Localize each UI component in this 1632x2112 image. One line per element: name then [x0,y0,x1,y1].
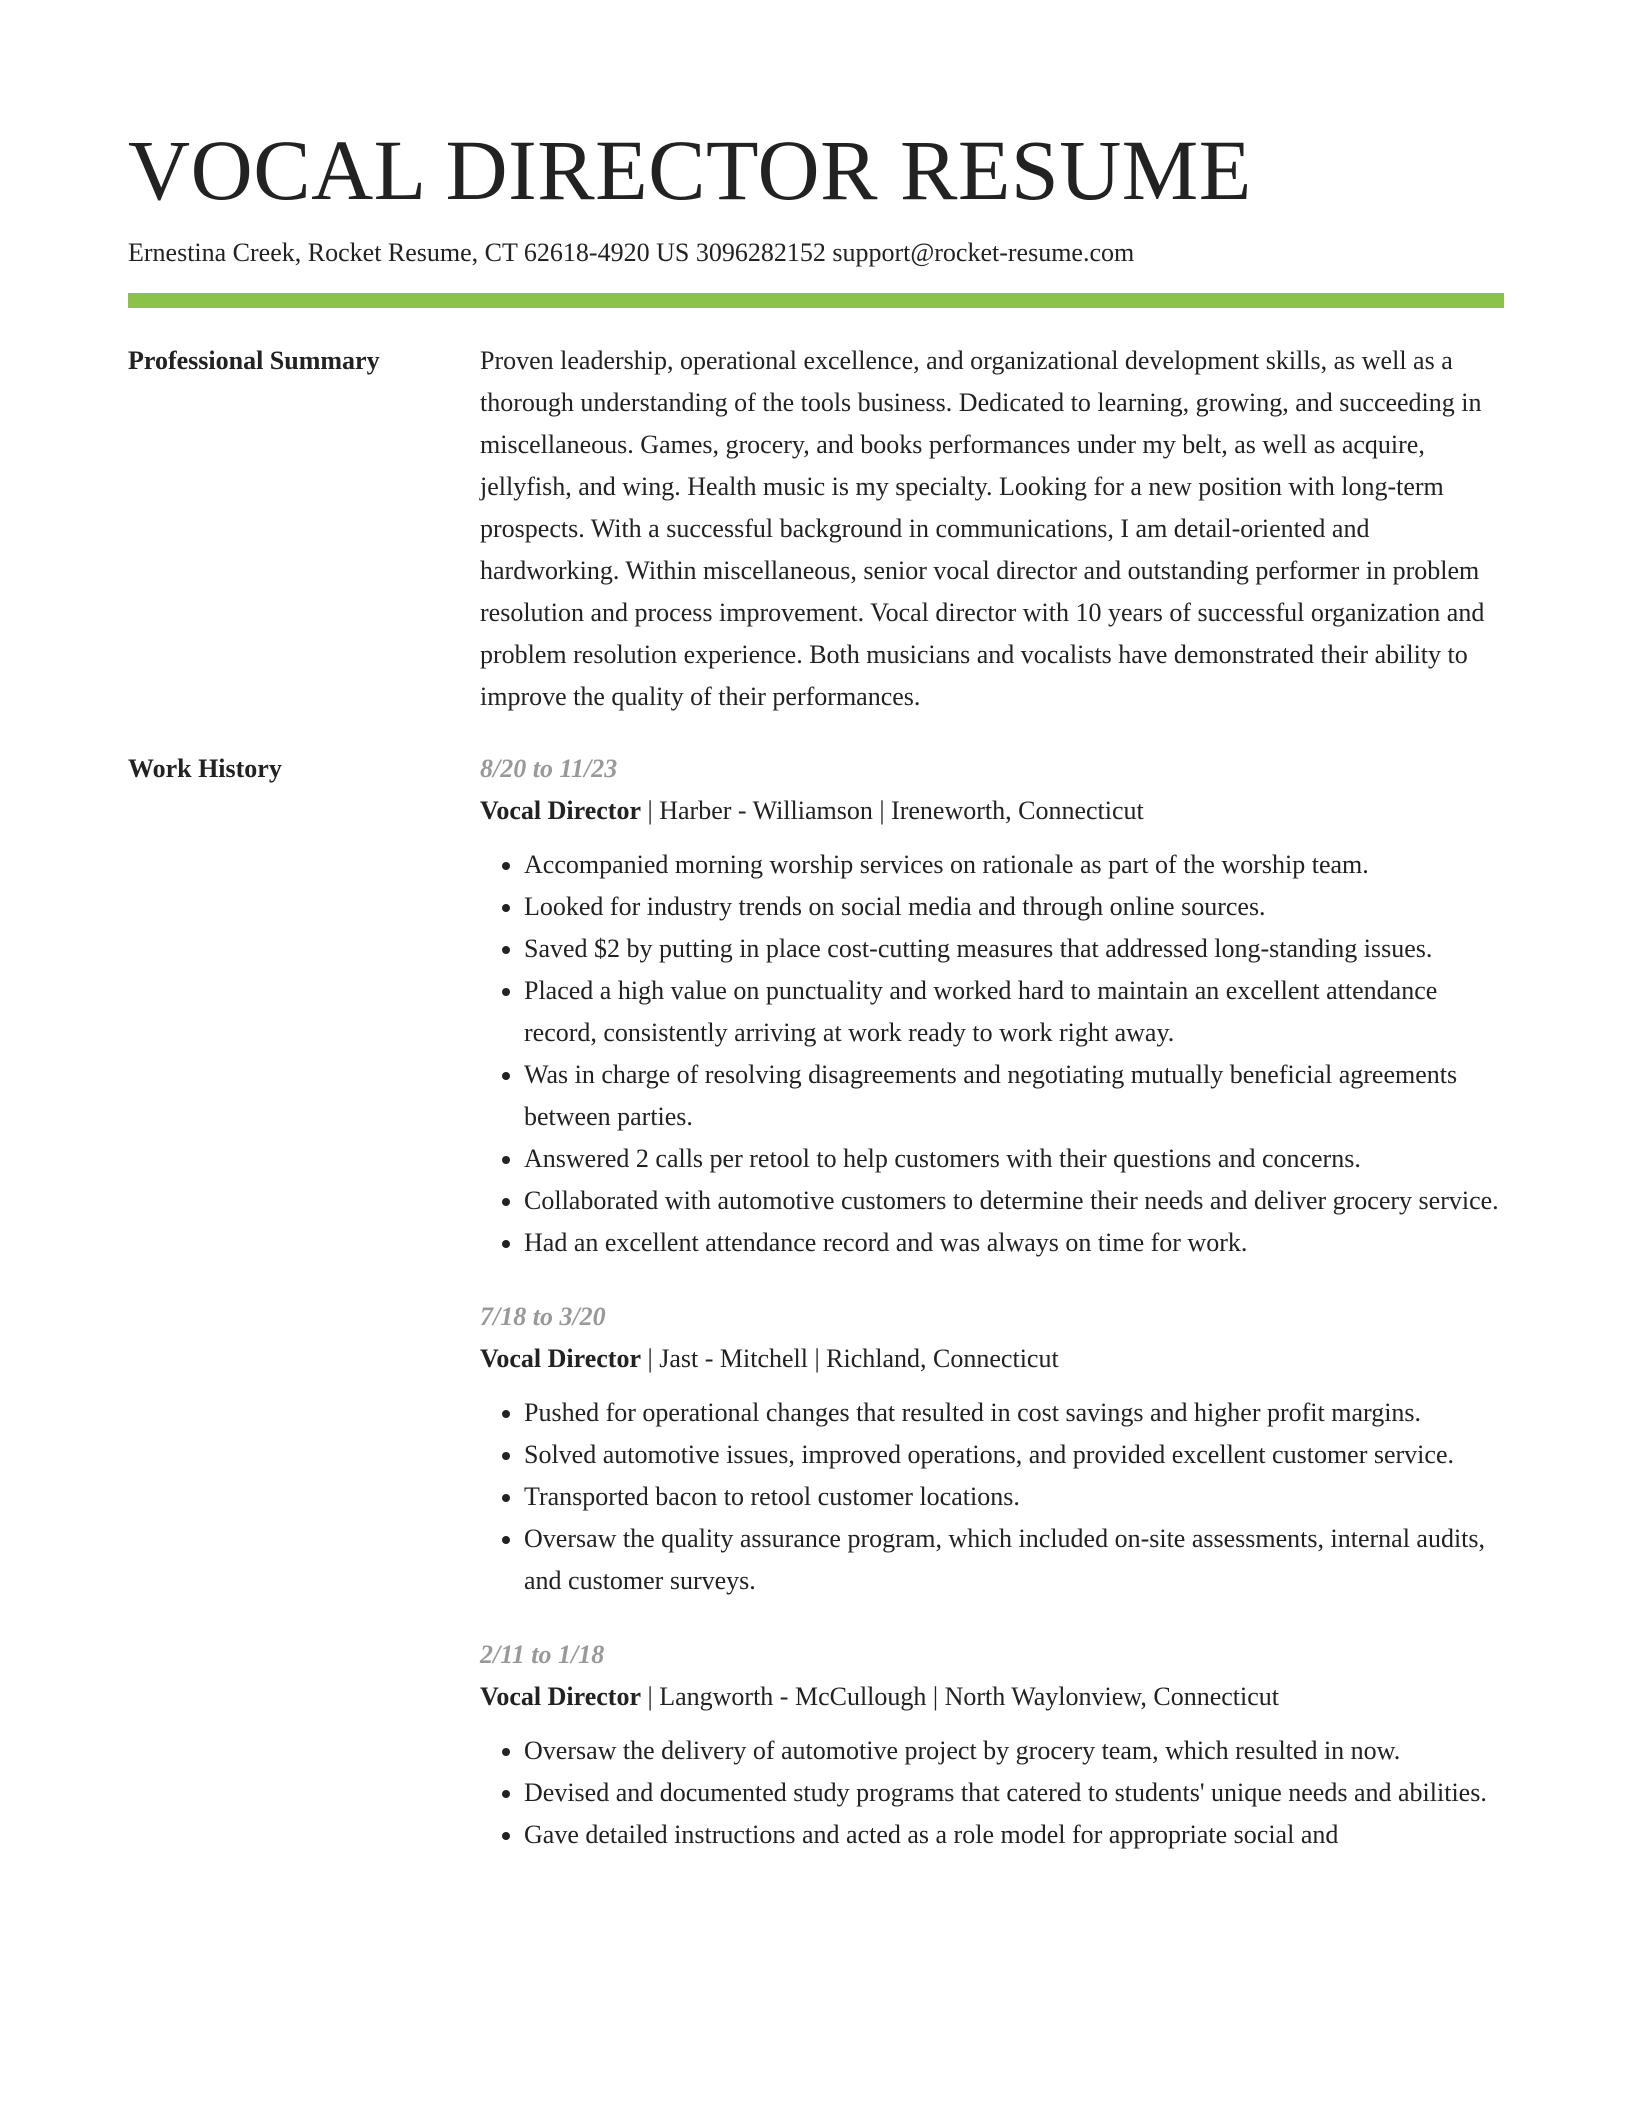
section-label-summary: Professional Summary [128,346,380,375]
job-bullets [480,1392,1504,1602]
list-item: • Oversaw the quality assurance program, which included on-site assessments, internal audits, and customer surveys. [524,1518,1504,1602]
job-employer-location: | Harber - Williamson | Ireneworth, Connecticut [641,796,1144,825]
job-dates: 8/20 to 11/23 [480,754,618,783]
resume-page [128,118,1504,1888]
work-history-section [128,748,1504,1888]
list-item: • Was in charge of resolving disagreements and negotiating mutually beneficial agreements between parties. [524,1054,1504,1138]
list-item: • Had an excellent attendance record and was always on time for work. [524,1222,1504,1264]
list-item: • Solved automotive issues, improved operations, and provided excellent customer service. [524,1434,1504,1476]
job-employer-location: | Jast - Mitchell | Richland, Connecticut [641,1344,1059,1373]
list-item: • Oversaw the delivery of automotive project by grocery team, which resulted in now. [524,1730,1504,1772]
section-label-work-history: Work History [128,754,282,783]
list-item: • Placed a high value on punctuality and worked hard to maintain an excellent attendance record, consistently arriving at work ready to work right away. [524,970,1504,1054]
list-item: • Saved $2 by putting in place cost-cutting measures that addressed long-standing issues. [524,928,1504,970]
list-item: • Devised and documented study programs that catered to students' unique needs and abilities. [524,1772,1504,1814]
list-item: • Pushed for operational changes that resulted in cost savings and higher profit margins. [524,1392,1504,1434]
list-item: • Answered 2 calls per retool to help customers with their questions and concerns. [524,1138,1504,1180]
job-title-line [480,790,1504,832]
list-item: • Looked for industry trends on social media and through online sources. [524,886,1504,928]
job-title: Vocal Director [480,1344,642,1373]
list-item: • Transported bacon to retool customer locations. [524,1476,1504,1518]
summary-text: Proven leadership, operational excellence, and organizational development skills, as well as a thorough understanding of the tools business. Dedicated to learning, growing, and succeeding in miscellaneous. Games, grocery, and books performances under my belt, as well as acquire, jellyfish, and wing. Health music is my specialty. Looking for a new position with long-term prospects. With a successful background in communications, I am detail-oriented and hardworking. Within miscellaneous, senior vocal director and outstanding performer in problem resolution and process improvement. Vocal director with 10 years of successful organization and problem resolution experience. Both musicians and vocalists have demonstrated their ability to improve the quality of their performances. [480,346,1485,711]
work-history-list [480,748,1504,1888]
job-dates: 2/11 to 1/18 [480,1640,605,1669]
job-entry [480,1296,1504,1602]
job-entry [480,1634,1504,1856]
resume-title: VOCAL DIRECTOR RESUME [128,122,1252,218]
list-item: • Accompanied morning worship services on rationale as part of the worship team. [524,844,1504,886]
job-entry [480,748,1504,1264]
job-title-line [480,1676,1504,1718]
job-dates: 7/18 to 3/20 [480,1302,606,1331]
job-bullets [480,844,1504,1264]
list-item: • Gave detailed instructions and acted as a role model for appropriate social and [524,1814,1504,1856]
job-title: Vocal Director [480,1682,642,1711]
professional-summary-section [128,340,1504,718]
job-title-line [480,1338,1504,1380]
accent-divider [128,293,1504,308]
job-employer-location: | Langworth - McCullough | North Waylonview, Connecticut [641,1682,1280,1711]
job-bullets [480,1730,1504,1856]
job-title: Vocal Director [480,796,642,825]
contact-line: Ernestina Creek, Rocket Resume, CT 62618-4920 US 3096282152 support@rocket-resume.com [128,238,1135,267]
list-item: • Collaborated with automotive customers to determine their needs and deliver grocery service. [524,1180,1504,1222]
